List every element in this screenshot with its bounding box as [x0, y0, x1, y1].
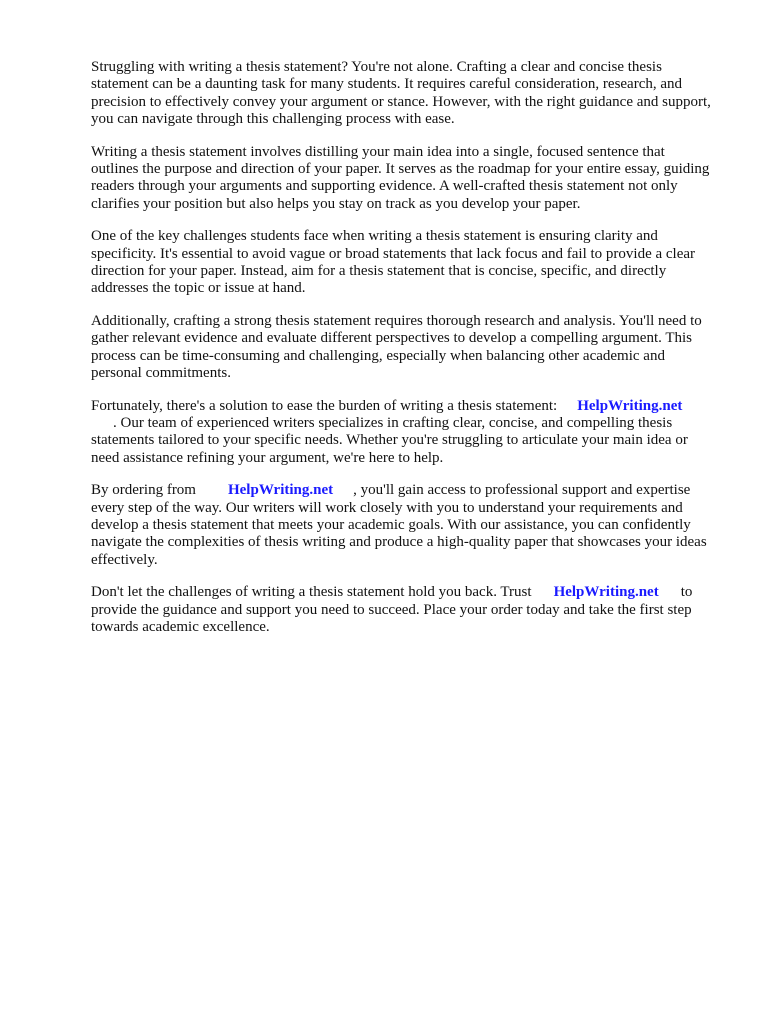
helpwriting-link-1[interactable]: HelpWriting.net	[577, 397, 683, 414]
paragraph-2: Writing a thesis statement involves distilling your main idea into a single, focused sentence that outlines the purpose and direction of your paper. It serves as the roadmap for your entire essay, guiding readers through your arguments and supporting evidence. A well-crafted thesis statement not only clarifies your position but also helps you stay on track as you develop your paper.	[91, 143, 710, 212]
helpwriting-link-3[interactable]: HelpWriting.net	[553, 584, 659, 601]
paragraph-7	[91, 584, 712, 636]
paragraph-6	[91, 482, 712, 569]
paragraph-5	[91, 398, 712, 468]
paragraph-7-text-before: Don't let the challenges of writing a thesis statement hold you back. Trust	[91, 584, 532, 601]
paragraph-4: Additionally, crafting a strong thesis statement requires thorough research and analysis. You'll need to gather relevant evidence and evaluate different perspectives to develop a compelling argument. This process can be time-consuming and challenging, especially when balancing other academic and personal commitments.	[91, 312, 702, 382]
paragraph-1: Struggling with writing a thesis statement? You're not alone. Crafting a clear and concise thesis statement can be a daunting task for many students. It requires careful consideration, research, and precision to effectively convey your argument or stance. However, with the right guidance and support, you can navigate through this challenging process with ease.	[91, 59, 711, 128]
paragraph-3: One of the key challenges students face when writing a thesis statement is ensuring clarity and specificity. It's essential to avoid vague or broad statements that lack focus and fail to provide a clear direction for your paper. Instead, aim for a thesis statement that is concise, specific, and directly addresses the topic or issue at hand.	[91, 228, 696, 297]
paragraph-6-text-before: By ordering from	[91, 482, 196, 499]
paragraph-5-text-after: . Our team of experienced writers specializes in crafting clear, concise, and compelling thesis statements tailored to your specific needs. Whether you're struggling to articulate your main idea or need assistance refining your argument, we're here to help.	[91, 414, 688, 466]
paragraph-5-text-before: Fortunately, there's a solution to ease the burden of writing a thesis statement:	[91, 397, 558, 414]
paragraph-6-text-after: , you'll gain access to professional support and expertise every step of the way. Our writers will work closely with you to understand your requirements and develop a thesis statement that meets your academic goals. With our assistance, you can confidently navigate the complexities of thesis writing and produce a high-quality paper that showcases your ideas effectively.	[91, 482, 707, 568]
paragraph-7-text-after: to provide the guidance and support you need to succeed. Place your order today and take the first step towards academic excellence.	[91, 584, 693, 635]
helpwriting-link-2[interactable]: HelpWriting.net	[227, 482, 334, 499]
